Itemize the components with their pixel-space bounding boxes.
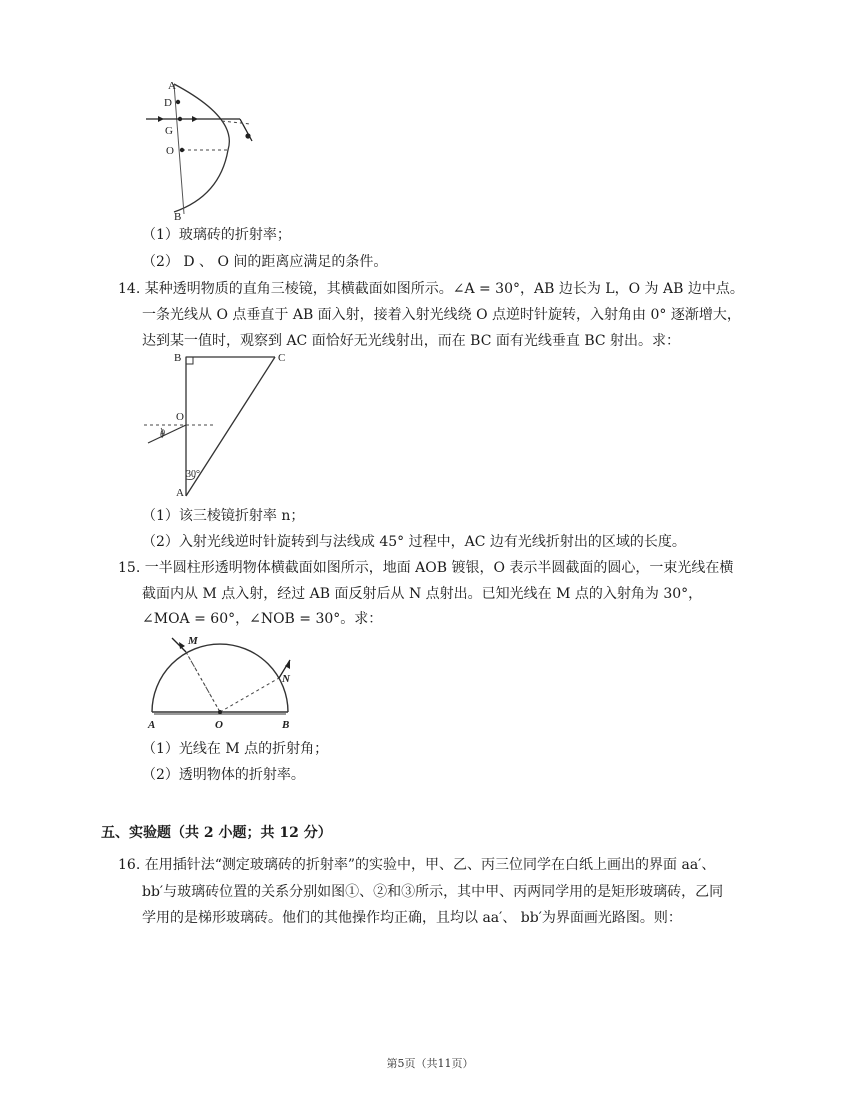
q13-label-a: A xyxy=(168,80,176,92)
q15-label-n: N xyxy=(282,673,290,685)
q14-sub2: （2）入射光线逆时针旋转到与法线成 45° 过程中，AC 边有光线折射出的区域的长度。 xyxy=(142,534,686,550)
q14-label-a: A xyxy=(176,487,184,499)
q14-label-b: B xyxy=(174,352,182,364)
q13-label-o: O xyxy=(166,145,174,157)
page-footer: 第5页（共11页） xyxy=(386,1057,474,1070)
q15-label-b: B xyxy=(282,719,290,731)
q13-sub1: （1）玻璃砖的折射率； xyxy=(142,227,291,243)
q14-figure xyxy=(140,348,300,500)
q14-label-theta: θ xyxy=(160,429,165,440)
q15-line2: 截面内从 M 点入射，经过 AB 面反射后从 N 点射出。已知光线在 M 点的入射角为 30°， xyxy=(142,586,703,602)
q16-line3: 学用的是梯形玻璃砖。他们的其他操作均正确，且均以 aa′、 bb′为界面画光路图。则： xyxy=(142,910,682,926)
q14-label-angle: 30° xyxy=(186,469,200,480)
q13-label-d: D xyxy=(164,97,172,109)
q15-label-a: A xyxy=(148,719,156,731)
q15-sub1: （1）光线在 M 点的折射角； xyxy=(142,741,329,757)
q15-label-m: M xyxy=(188,635,198,647)
q15-figure xyxy=(140,628,305,732)
q13-label-g: G xyxy=(165,125,173,137)
q14-line2: 一条光线从 O 点垂直于 AB 面入射，接着入射光线绕 O 点逆时针旋转，入射角由 0° 逐渐增大， xyxy=(142,307,741,323)
q13-figure xyxy=(140,78,260,223)
q14-line3: 达到某一值时，观察到 AC 面恰好无光线射出，而在 BC 面有光线垂直 BC 射出。求： xyxy=(142,333,681,349)
q15-sub2: （2）透明物体的折射率。 xyxy=(142,767,305,783)
q13-label-b: B xyxy=(174,211,182,223)
q16-line1: 16. 在用插针法“测定玻璃砖的折射率”的实验中，甲、乙、丙三位同学在白纸上画出的界面 aa′、 xyxy=(118,857,716,873)
q14-label-c: C xyxy=(278,352,286,364)
q15-line1: 15. 一半圆柱形透明物体横截面如图所示，地面 AOB 镀银，O 表示半圆截面的圆心，一束光线在横 xyxy=(118,560,734,576)
q14-label-o: O xyxy=(176,411,184,423)
q15-line3: ∠MOA = 60°，∠NOB = 30°。求： xyxy=(142,611,383,627)
q16-line2: bb′与玻璃砖位置的关系分别如图①、②和③所示，其中甲、丙两同学用的是矩形玻璃砖，乙同 xyxy=(142,884,724,900)
q14-line1: 14. 某种透明物质的直角三棱镜，其横截面如图所示。∠A = 30°，AB 边长为 L，O 为 AB 边中点。 xyxy=(118,281,744,297)
q14-sub1: （1）该三棱镜折射率 n； xyxy=(142,508,305,524)
q15-label-o: O xyxy=(215,719,223,731)
q13-sub2: （2） D 、 O 间的距离应满足的条件。 xyxy=(142,254,388,270)
section-title: 五、实验题（共 2 小题；共 12 分） xyxy=(101,825,332,841)
